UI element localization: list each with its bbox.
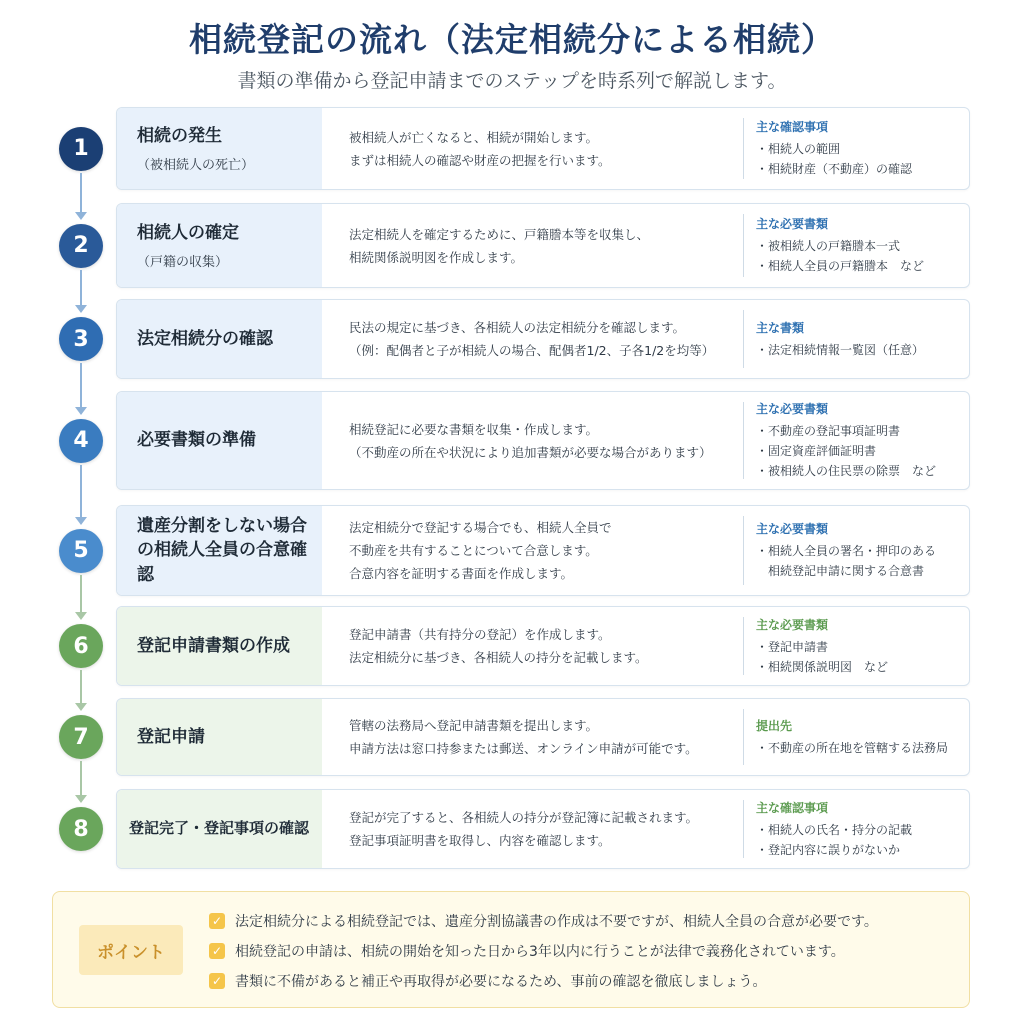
arrow-down-connector xyxy=(80,465,82,523)
step-description-line: 登記事項証明書を取得し、内容を確認します。 xyxy=(349,833,611,848)
step-info-item: ・登記申請書 xyxy=(756,639,829,654)
page-subtitle: 書類の準備から登記申請までのステップを時系列で解説します。 xyxy=(237,70,787,92)
step-title: 相続の発生 xyxy=(137,125,222,146)
step-info xyxy=(743,118,969,179)
step-info xyxy=(743,402,969,479)
step-description xyxy=(349,607,744,685)
point-box xyxy=(52,891,970,1008)
step-description-line: 管轄の法務局へ登記申請書類を提出します。 xyxy=(349,718,599,733)
step-card xyxy=(116,299,970,379)
step-number-badge: 7 xyxy=(59,715,103,759)
arrow-down-connector xyxy=(80,363,82,413)
step-info xyxy=(743,800,969,858)
point-item xyxy=(209,906,878,936)
step-info xyxy=(743,617,969,675)
point-item xyxy=(209,936,878,966)
step-info-item: ・不動産の所在地を管轄する法務局 xyxy=(756,740,949,755)
step-description-line: 相続登記に必要な書類を収集・作成します。 xyxy=(349,421,599,437)
step-number-badge: 8 xyxy=(59,807,103,851)
step-info-item: ・固定資産評価証明書 xyxy=(756,444,877,458)
step-number-badge: 1 xyxy=(59,127,103,171)
step-info-item: ・被相続人の住民票の除票 など xyxy=(756,464,937,478)
step-card xyxy=(116,698,970,776)
step-card xyxy=(116,505,970,596)
step-info-item: ・法定相続情報一覧図（任意） xyxy=(756,342,925,357)
step-description-line: 申請方法は窓口持参または郵送、オンライン申請が可能です。 xyxy=(349,741,698,756)
step-title-panel xyxy=(117,506,322,595)
step-info-heading: 主な確認事項 xyxy=(756,120,829,134)
checkbox-icon: ✓ xyxy=(209,913,225,929)
step-info-heading: 主な必要書類 xyxy=(756,617,829,632)
step-description xyxy=(349,204,744,287)
step-description xyxy=(349,300,744,378)
step-info-item: ・相続関係説明図 など xyxy=(756,659,889,674)
step-number-badge: 6 xyxy=(59,624,103,668)
step-info-heading: 主な必要書類 xyxy=(756,522,829,536)
step-subtitle: （戸籍の収集） xyxy=(137,255,229,271)
step-title: 登記申請書類の作成 xyxy=(137,635,290,656)
step-info-heading: 主な書類 xyxy=(756,320,805,335)
step-info-item: ・被相続人の戸籍謄本一式 xyxy=(756,239,901,253)
step-info xyxy=(743,709,969,765)
step-info xyxy=(743,214,969,277)
step-description xyxy=(349,108,744,189)
step-timeline xyxy=(0,0,120,880)
step-title-panel xyxy=(117,108,322,189)
step-description xyxy=(349,506,744,595)
step-info-item: ・相続人の氏名・持分の記載 xyxy=(756,822,913,837)
step-info-item: ・登記内容に誤りがないか xyxy=(756,842,901,857)
step-description-line: （例：配偶者と子が相続人の場合、配偶者1/2、子各1/2を均等） xyxy=(349,343,715,358)
step-number-badge: 4 xyxy=(59,419,103,463)
step-number-badge: 5 xyxy=(59,529,103,573)
step-number-badge: 2 xyxy=(59,224,103,268)
step-description-line: 民法の規定に基づき、各相続人の法定相続分を確認します。 xyxy=(349,320,686,335)
step-title: 登記申請 xyxy=(137,726,205,747)
arrow-down-connector xyxy=(80,270,82,312)
point-label: ポイント xyxy=(79,925,183,975)
step-number-badge: 3 xyxy=(59,317,103,361)
point-text: 相続登記の申請は、相続の開始を知った日から3年以内に行うことが法律で義務化されています。 xyxy=(235,944,845,960)
step-title: 必要書類の準備 xyxy=(137,430,256,451)
step-description-line: 登記申請書（共有持分の登記）を作成します。 xyxy=(349,627,611,642)
step-description-line: 法定相続分で登記する場合でも、相続人全員で xyxy=(349,520,612,535)
step-title-panel xyxy=(117,699,322,775)
step-info-item: ・相続人全員の署名・押印のある xyxy=(756,544,937,558)
arrow-down-connector xyxy=(80,761,82,801)
step-description-line: 被相続人が亡くなると、相続が開始します。 xyxy=(349,129,599,145)
step-description-line: 不動産を共有することについて合意します。 xyxy=(349,543,598,558)
step-title-panel xyxy=(117,392,322,489)
step-description-line: 合意内容を証明する書面を作成します。 xyxy=(349,566,574,581)
step-info-heading: 主な確認事項 xyxy=(756,800,829,815)
step-title-panel xyxy=(117,204,322,287)
step-title: 登記完了・登記事項の確認 xyxy=(129,819,310,838)
checkbox-icon: ✓ xyxy=(209,943,225,959)
step-description-line: （不動産の所在や状況により追加書類が必要な場合があります） xyxy=(349,444,712,460)
point-text: 法定相続分による相続登記では、遺産分割協議書の作成は不要ですが、相続人全員の合意が必要です。 xyxy=(235,914,878,930)
step-info-heading: 主な必要書類 xyxy=(756,217,829,231)
step-info-item: ・相続人の範囲 xyxy=(756,142,841,156)
step-card xyxy=(116,606,970,686)
step-card xyxy=(116,391,970,490)
arrow-down-connector xyxy=(80,575,82,619)
step-title-panel xyxy=(117,300,322,378)
page-title: 相続登記の流れ（法定相続分による相続） xyxy=(189,20,835,59)
step-title: 相続人の確定 xyxy=(137,222,239,243)
step-description xyxy=(349,392,744,489)
step-info xyxy=(743,310,969,368)
step-title-panel xyxy=(117,607,322,685)
step-title: 遺産分割をしない場合の相続人全員の合意確認 xyxy=(137,515,307,585)
point-item xyxy=(209,966,878,996)
step-info-item: ・不動産の登記事項証明書 xyxy=(756,424,901,438)
step-description-line: 登記が完了すると、各相続人の持分が登記簿に記載されます。 xyxy=(349,810,699,825)
step-description xyxy=(349,790,744,868)
step-description xyxy=(349,699,744,775)
step-card xyxy=(116,789,970,869)
step-card xyxy=(116,107,970,190)
step-subtitle: （被相続人の死亡） xyxy=(137,158,255,174)
step-info-item: 相続登記申請に関する合意書 xyxy=(756,564,925,578)
point-text: 書類に不備があると補正や再取得が必要になるため、事前の確認を徹底しましょう。 xyxy=(235,974,767,990)
step-title: 法定相続分の確認 xyxy=(137,328,273,349)
checkbox-icon: ✓ xyxy=(209,973,225,989)
step-card xyxy=(116,203,970,288)
arrow-down-connector xyxy=(80,173,82,218)
step-info xyxy=(743,516,969,585)
step-description-line: 法定相続分に基づき、各相続人の持分を記載します。 xyxy=(349,650,648,665)
step-info-heading: 提出先 xyxy=(756,718,793,733)
arrow-down-connector xyxy=(80,670,82,709)
step-info-heading: 主な必要書類 xyxy=(756,402,829,416)
step-title-panel xyxy=(117,790,322,868)
step-description-line: 法定相続人を確定するために、戸籍謄本等を収集し、 xyxy=(349,226,650,242)
step-info-item: ・相続財産（不動産）の確認 xyxy=(756,162,913,176)
step-description-line: 相続関係説明図を作成します。 xyxy=(349,249,524,265)
step-description-line: まずは相続人の確認や財産の把握を行います。 xyxy=(349,152,611,168)
step-info-item: ・相続人全員の戸籍謄本 など xyxy=(756,259,925,273)
point-list xyxy=(209,906,878,996)
